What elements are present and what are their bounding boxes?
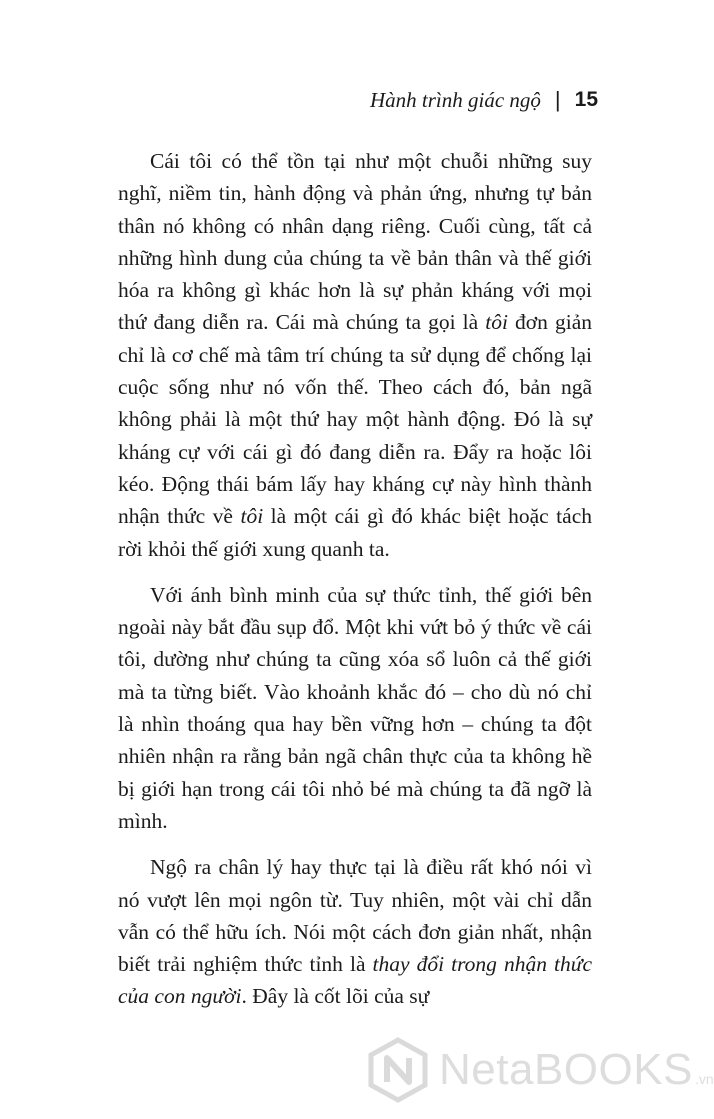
watermark-suffix: .vn (694, 1071, 714, 1087)
paragraph-3 (118, 851, 592, 1012)
text-run: Ngộ ra chân lý hay thực tại là điều rất khó nói vì nó vượt lên mọi ngôn từ. Tuy nhiên, một vài chỉ dẫn vẫn có thể hữu ích. Nói một cách đơn giản nhất, nhận biết trải nghiệm thức tỉnh là (118, 855, 592, 977)
text-run: Cái tôi có thể tồn tại như một chuỗi những suy nghĩ, niềm tin, hành động và phản ứng, nhưng tự bản thân nó không có nhân dạng riêng. Cuối cùng, tất cả những hình dung của chúng ta về bản thân và thế giới hóa ra không gì khác hơn là sự phản kháng với mọi thứ đang diễn ra. Cái mà chúng ta gọi là (118, 149, 592, 335)
body-text (118, 145, 592, 1013)
watermark (365, 1030, 714, 1110)
neta-logo-icon (365, 1037, 431, 1103)
paragraph-2 (118, 579, 592, 837)
running-title: Hành trình giác ngộ (370, 87, 541, 112)
text-run: . Đây là cốt lõi của sự (241, 984, 430, 1009)
running-header (370, 84, 598, 116)
text-run: Với ánh bình minh của sự thức tỉnh, thế giới bên ngoài này bắt đầu sụp đổ. Một khi vứt bỏ ý thức về cái tôi, dường như chúng ta cũng xóa sổ luôn cả thế giới mà ta từng biết. Vào khoảnh khắc đó – cho dù nó chỉ là nhìn thoáng qua hay bền vững hơn – chúng ta đột nhiên nhận ra rằng bản ngã chân thực của ta không hề bị giới hạn trong cái tôi nhỏ bé mà chúng ta đã ngỡ là mình. (118, 582, 592, 833)
header-separator: | (554, 87, 561, 112)
paragraph-1 (118, 145, 592, 565)
text-run: đơn giản chỉ là cơ chế mà tâm trí chúng ta sử dụng để chống lại cuộc sống như nó vốn thế. Theo cách đó, bản ngã không phải là một thứ hay một hành động. Đó là sự kháng cự với cái gì đó đang diễn ra. Đẩy ra hoặc lôi kéo. Động thái bám lấy hay kháng cự này hình thành nhận thức về (118, 310, 593, 529)
watermark-brand: NetaBOOKS (439, 1045, 693, 1094)
emphasis-text: thay đổi trong nhận thức của con người (118, 952, 593, 1009)
emphasis-text: tôi (240, 504, 264, 529)
emphasis-text: tôi (485, 310, 508, 335)
page-number: 15 (574, 88, 598, 111)
text-run: là một cái gì đó khác biệt hoặc tách rời khỏi thế giới xung quanh ta. (118, 504, 592, 561)
